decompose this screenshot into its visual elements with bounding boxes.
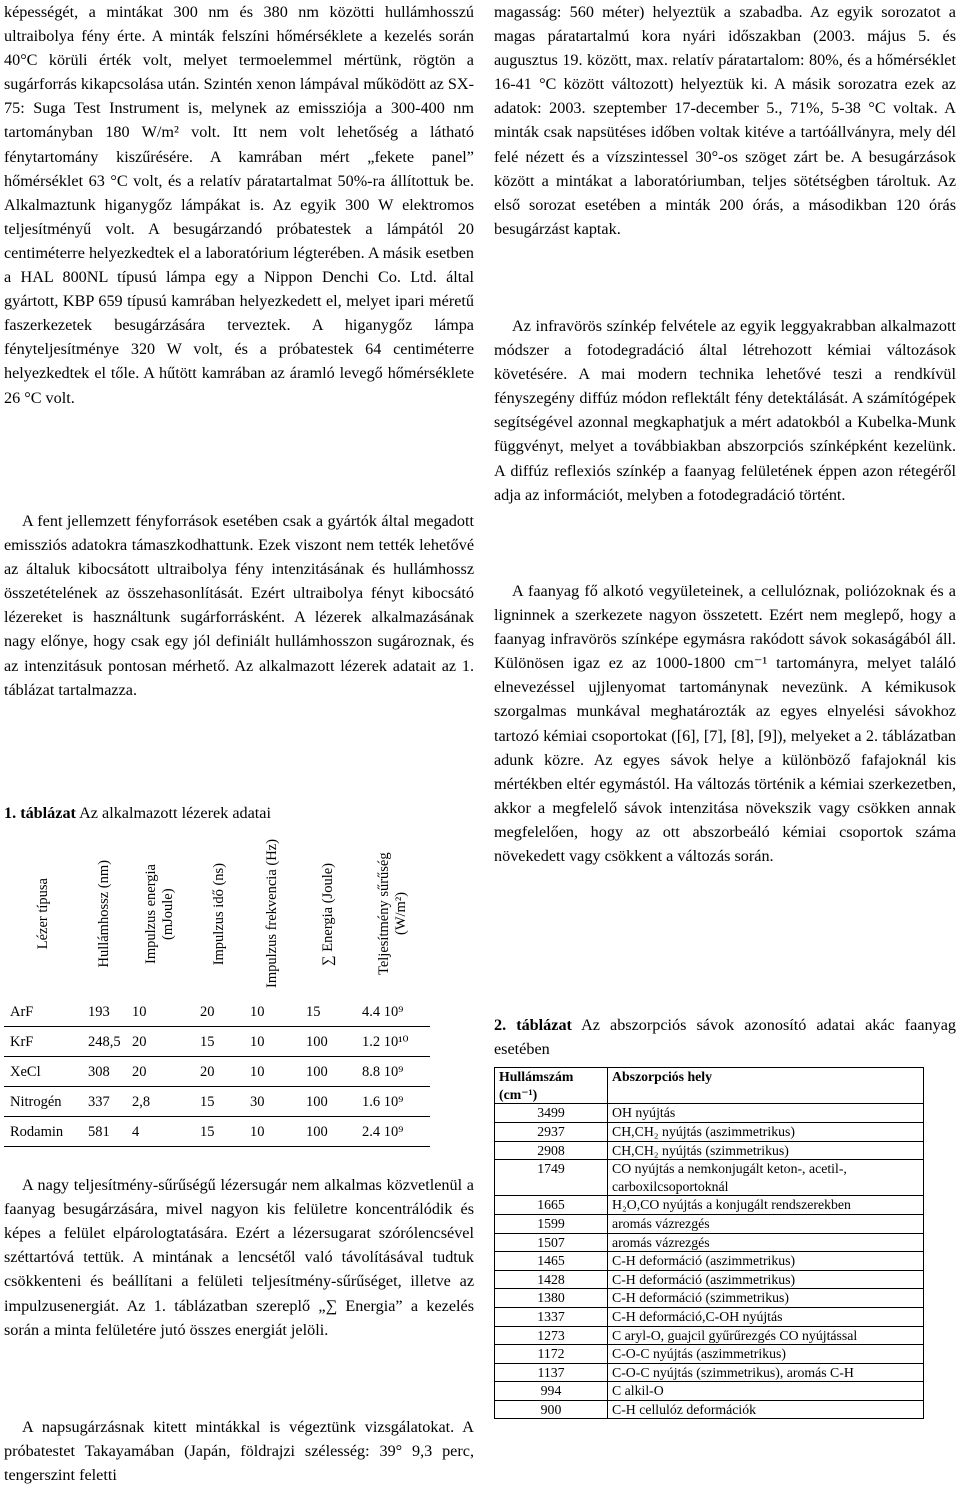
table1-cell: 8.8 10⁹: [356, 1057, 430, 1087]
table1-cell: 15: [194, 1027, 244, 1057]
table1-cell: 248,5: [82, 1027, 126, 1057]
table2-description: OH nyújtás: [608, 1104, 924, 1123]
table1-header: Impulzus idő (ns): [210, 862, 227, 966]
table2-header-wavenumber: Hullámszám (cm⁻¹): [495, 1068, 608, 1104]
table1-caption: [4, 801, 474, 825]
table1-cell: Nitrogén: [4, 1087, 82, 1117]
table1-header: Lézer típusa: [34, 878, 51, 950]
absorption-table: [494, 1067, 924, 1419]
table1-cell: 15: [194, 1117, 244, 1147]
paragraph: A fent jellemzett fényforrások esetében csak a gyártók által megadott emissziós adatokra támaszkodhattunk. Ezek viszont nem tették lehetővé az általuk kibocsátott ultraibolya fény intenzitásának és hullámhossz összetételének az összehasonlítását. Ezért ultraibolya fényt kibocsátó lézereket is használtunk sugárforrásként. A lézerek alkalmazásának nagy előnye, hogy csak egy jól definiált hullámhosszon sugároznak, és az intenzitásuk pontosan mérhető. Az alkalmazott lézerek adatait az 1. táblázat tartalmazza.: [4, 512, 474, 699]
table1-cell: 1.6 10⁹: [356, 1087, 430, 1117]
table1-row: [4, 997, 430, 1027]
table2-row: [495, 1196, 924, 1215]
table2-caption-text: Az abszorpciós sávok azonosító adatai akác faanyag esetében: [494, 1016, 956, 1059]
paragraph: képességét, a mintákat 300 nm és 380 nm közötti hullámhosszú ultraibolya fény érte. A minták felszíni hőmérséklete a kezelés során 40°C körüli érték volt, melyet termoelemmel mértünk, rögtön a sugárforrás kikapcsolása után. Szintén xenon lámpával működött az SX-75: Suga Test Instrument is, melynek az emissziója a 300-400 nm tartományban 180 W/m² volt. Itt nem volt lehetőség a látható fénytartomány kiszűrésére. A kamrában mért „fekete panel” hőmérséklet 63 °C volt, és a relatív páratartalmat 50%-ra állítottuk be. Alkalmaztunk higanygőz lámpákat is. Az egyik 300 W elektromos teljesítményű volt. A besugárzandó próbatestek a lámpától 20 centiméterre helyezkedtek el a laboratórium légterében. A másik esetben a HAL 800NL típusú lámpa egy a Nippon Denchi Co. Ltd. által gyártott, KBP 659 típusú kamrában helyezkedett el, melyet ipari méretű faszerkezetek besugárzására terveztek. A higanygőz lámpa fényteljesítménye 320 W volt, és a próbatestek 64 centiméterre helyezkedtek el tőle. A hűtött kamrában az áramló levegő hőmérséklete 26 °C volt.: [4, 3, 474, 407]
table2-row: [495, 1214, 924, 1233]
table2-wavenumber: 1665: [495, 1196, 608, 1215]
table2-wavenumber: 2908: [495, 1141, 608, 1160]
table2-row: [495, 1252, 924, 1271]
table1-cell: 4: [126, 1117, 194, 1147]
table1-row: [4, 1117, 430, 1147]
table2-row: [495, 1345, 924, 1364]
table2-wavenumber: 1172: [495, 1345, 608, 1364]
table2-description: CO nyújtás a nemkonjugált keton-, acetil-, carboxilcsoportoknál: [608, 1160, 924, 1196]
table2-caption-label: 2. táblázat: [494, 1016, 572, 1034]
table1-cell: 15: [300, 997, 356, 1027]
table1-header: Hullámhossz (nm): [95, 860, 112, 968]
table2-wavenumber: 1137: [495, 1363, 608, 1382]
laser-table: [4, 831, 430, 1147]
table1-cell: 100: [300, 1027, 356, 1057]
table2-description: CH,CH₂ nyújtás (szimmetrikus): [608, 1141, 924, 1160]
table1-cell: 2,8: [126, 1087, 194, 1117]
table1-cell: 15: [194, 1087, 244, 1117]
table2-wavenumber: 1428: [495, 1270, 608, 1289]
table2-row: [495, 1382, 924, 1401]
table2-wavenumber: 1507: [495, 1233, 608, 1252]
table1-cell: 20: [126, 1057, 194, 1087]
table1-cell: XeCl: [4, 1057, 82, 1087]
table2-description: aromás vázrezgés: [608, 1233, 924, 1252]
paragraph: A nagy teljesítmény-sűrűségű lézersugár nem alkalmas közvetlenül a faanyag besugárzására, mivel nagyon kis felületre koncentrálódik és képes a felület elpárologtatására. Ezért a lézersugarat szórólencsével széttartóvá tettük. A mintának a lencsétől való távolításával tudtuk csökkenteni és beállítani a felületi teljesítmény-sűrűséget, illetve az impulzusenergiát. Az 1. táblázatban szereplő „∑ Energia” a kezelés során a minta felületére jutó összes energiát jelöli.: [4, 1176, 474, 1339]
left-column: [4, 0, 474, 1487]
table1-cell: 100: [300, 1117, 356, 1147]
table2-description: CH,CH₂ nyújtás (aszimmetrikus): [608, 1122, 924, 1141]
table2-description: C-O-C nyújtás (aszimmetrikus): [608, 1345, 924, 1364]
table2-row: [495, 1270, 924, 1289]
table2-description: C-H cellulóz deformációk: [608, 1400, 924, 1419]
table1-cell: ArF: [4, 997, 82, 1027]
table2-row: [495, 1326, 924, 1345]
paragraph: magasság: 560 méter) helyeztük a szabadba. Az egyik sorozatot a magas páratartalmú kora nyári időszakban (2003. május 5. és augusztus 19. között, max. relatív páratartalom: 80%, és a hőmérséklet 16-41 °C között változott) helyeztük ki. A másik sorozatra ezek az adatok: 2003. szeptember 17-december 5., 71%, 5-38 °C voltak. A minták csak napsütéses időben voltak kitéve a tartóállványra, mely dél felé nézett és a vízszintessel 30°-os szöget zárt be. A besugárzások között a mintákat a laboratóriumban, teljes sötétségben tároltuk. Az első sorozat esetében a minták 200 órás, a másodikban 120 órás besugárzást kaptak.: [494, 3, 956, 238]
table1-cell: 100: [300, 1087, 356, 1117]
table1-header: Impulzus frekvencia (Hz): [263, 839, 280, 989]
table2-header-description: Abszorpciós hely: [608, 1068, 924, 1104]
table2-row: [495, 1400, 924, 1419]
table1-header: Impulzus energia (mJoule): [143, 864, 176, 965]
table1-cell: 10: [126, 997, 194, 1027]
table1-caption-label: 1. táblázat: [4, 804, 76, 822]
table2-wavenumber: 1273: [495, 1326, 608, 1345]
table2-row: [495, 1307, 924, 1326]
table1-cell: 4.4 10⁹: [356, 997, 430, 1027]
paragraph: A faanyag fő alkotó vegyületeinek, a cellulóznak, poliózoknak és a ligninnek a szerkezete nagyon összetett. Ezért nem meglepő, hogy a faanyag infravörös színképe egymásra rakódott sávok sokaságából áll. Különösen igaz ez az 1000-1800 cm⁻¹ tartományra, melyet találó elnevezéssel ujjlenyomat tartománynak nevezünk. A kémikusok szorgalmas munkával meghatározták az egyes elnyelési sávokhoz tartozó kémiai csoportokat ([6], [7], [8], [9]), melyeket a 2. táblázatban adunk közre. Az egyes sávok helye a különböző fafajoknál kis mértékben eltér egymástól. Ha változás történik a kémiai szerkezetben, akkor a megfelelő sávok intenzitása növekszik vagy csökken annak megfelelően, hogy az ott abszorbeáló kémiai csoportok száma növekedett vagy csökkent a változás során.: [494, 582, 956, 866]
table1-cell: 20: [126, 1027, 194, 1057]
table2-wavenumber: 900: [495, 1400, 608, 1419]
paragraph: Az infravörös színkép felvétele az egyik leggyakrabban alkalmazott módszer a fotodegradáció által létrehozott kémiai változások követésére. A mai modern technika lehetővé teszi a rendkívül fényszegény diffúz módon reflektált fény detektálását. A számítógépek segítségével azonnal megkaphatjuk a mért adatokból a Kubelka-Munk függvényt, melyet a továbbiakban abszorpciós színképként kezelünk. A diffúz reflexiós színkép a faanyag felületének éppen azon rétegéről adja az információt, melyben a fotodegradáció történt.: [494, 317, 956, 504]
table1-cell: KrF: [4, 1027, 82, 1057]
table2-description: C alkil-O: [608, 1382, 924, 1401]
table2-row: [495, 1233, 924, 1252]
right-column: [494, 0, 956, 1419]
table2-row: [495, 1363, 924, 1382]
table2-description: C aryl-O, guajcil gyűrűrezgés CO nyújtással: [608, 1326, 924, 1345]
table2-description: H₂O,CO nyújtás a konjugált rendszerekben: [608, 1196, 924, 1215]
table2-row: [495, 1160, 924, 1196]
table1-cell: 193: [82, 997, 126, 1027]
table2-wavenumber: 2937: [495, 1122, 608, 1141]
table1-caption-text: Az alkalmazott lézerek adatai: [75, 804, 271, 822]
table1-cell: 10: [244, 1057, 300, 1087]
table2-description: C-H deformáció (szimmetrikus): [608, 1289, 924, 1308]
table2-wavenumber: 1465: [495, 1252, 608, 1271]
table1-cell: 10: [244, 997, 300, 1027]
table2-row: [495, 1289, 924, 1308]
table1-cell: 308: [82, 1057, 126, 1087]
table1-header: ∑ Energia (Joule): [319, 862, 336, 966]
table1-row: [4, 1087, 430, 1117]
table1-row: [4, 1057, 430, 1087]
table2-wavenumber: 994: [495, 1382, 608, 1401]
paragraph: A napsugárzásnak kitett mintákkal is végeztünk vizsgálatokat. A próbatestet Takayamában (Japán, földrajzi szélesség: 39° 9,3 perc, tengerszint feletti: [4, 1418, 474, 1485]
table1-header: Teljesítmény sűrűség (W/m²): [376, 852, 409, 976]
table2-row: [495, 1141, 924, 1160]
table1-cell: 581: [82, 1117, 126, 1147]
table2-description: C-H deformáció (aszimmetrikus): [608, 1270, 924, 1289]
table2-wavenumber: 1749: [495, 1160, 608, 1196]
table1-cell: 100: [300, 1057, 356, 1087]
table1-cell: 1.2 10¹⁰: [356, 1027, 430, 1057]
table2-caption: [494, 1013, 956, 1061]
table2-wavenumber: 1599: [495, 1214, 608, 1233]
table1-cell: 10: [244, 1117, 300, 1147]
table1-cell: 30: [244, 1087, 300, 1117]
table1-cell: 10: [244, 1027, 300, 1057]
table2-description: C-O-C nyújtás (szimmetrikus), aromás C-H: [608, 1363, 924, 1382]
table2-row: [495, 1122, 924, 1141]
table1-cell: 337: [82, 1087, 126, 1117]
table2-row: [495, 1104, 924, 1123]
table1-cell: 2.4 10⁹: [356, 1117, 430, 1147]
table2-wavenumber: 3499: [495, 1104, 608, 1123]
table2-description: C-H deformáció,C-OH nyújtás: [608, 1307, 924, 1326]
table2-description: aromás vázrezgés: [608, 1214, 924, 1233]
table2-description: C-H deformáció (aszimmetrikus): [608, 1252, 924, 1271]
table1-row: [4, 1027, 430, 1057]
table1-cell: Rodamin: [4, 1117, 82, 1147]
table2-wavenumber: 1380: [495, 1289, 608, 1308]
table2-wavenumber: 1337: [495, 1307, 608, 1326]
table1-cell: 20: [194, 997, 244, 1027]
table1-cell: 20: [194, 1057, 244, 1087]
